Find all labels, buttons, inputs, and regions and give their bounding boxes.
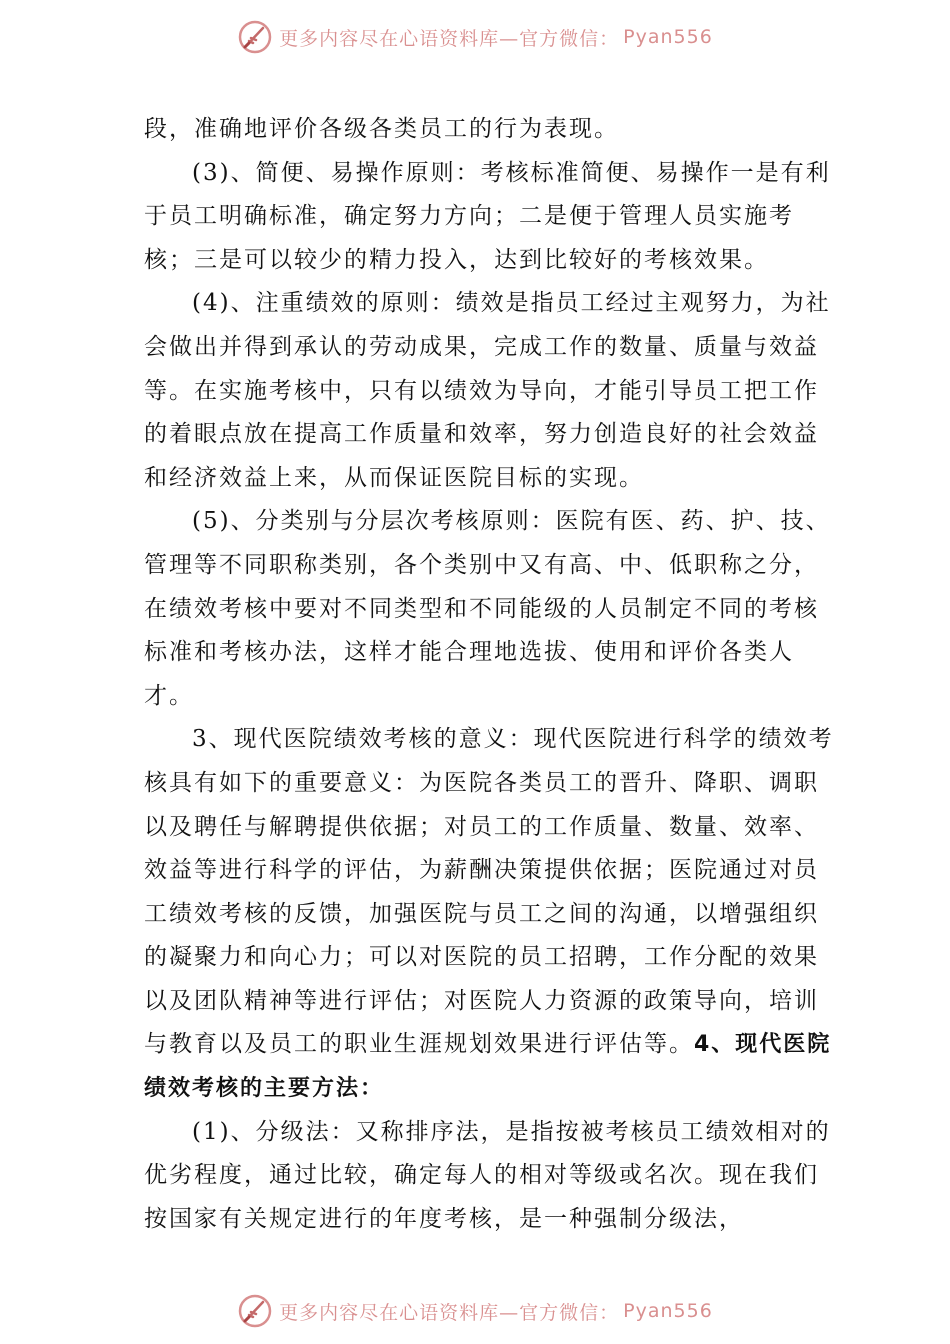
section-heading: 4、现代医院绩效考核的主要方法： xyxy=(144,1032,832,1102)
watermark-wechat-id: Pyan556 xyxy=(623,26,713,48)
document-body xyxy=(144,108,834,1241)
paragraph: (5)、分类别与分层次考核原则：医院有医、药、护、技、管理等不同职称类别，各个类别中又有高、中、低职称之分，在绩效考核中要对不同类型和不同能级的人员制定不同的考核标准和考核办法，这样才能合理地选拔、使用和评价各类人才。 xyxy=(144,508,831,709)
watermark-text: 更多内容尽在心语资料库—官方微信： xyxy=(279,27,620,50)
footer-watermark xyxy=(0,1288,950,1334)
feather-pen-icon xyxy=(237,1293,273,1329)
feather-pen-icon xyxy=(237,19,273,55)
watermark-text: 更多内容尽在心语资料库—官方微信： xyxy=(279,1301,620,1324)
paragraph-text: 3、现代医院绩效考核的意义：现代医院进行科学的绩效考核具有如下的重要意义：为医院各类员工的晋升、降职、调职以及聘任与解聘提供依据；对员工的工作质量、数量、效率、效益等进行科学的评估，为薪酬决策提供依据；医院通过对员工绩效考核的反馈，加强医院与员工之间的沟通，以增强组织的凝聚力和向心力；可以对医院的员工招聘，工作分配的效果以及团队精神等进行评估；对医院人力资源的政策导向，培训与教育以及员工的职业生涯规划效果进行评估等。 xyxy=(144,726,834,1058)
paragraph: 段，准确地评价各级各类员工的行为表现。 xyxy=(144,116,619,142)
paragraph: (1)、分级法：又称排序法，是指按被考核员工绩效相对的优劣程度，通过比较，确定每人的相对等级或名次。现在我们按国家有关规定进行的年度考核，是一种强制分级法， xyxy=(144,1118,831,1232)
header-watermark xyxy=(0,14,950,60)
watermark-wechat-id: Pyan556 xyxy=(623,1300,713,1322)
paragraph: (4)、注重绩效的原则：绩效是指员工经过主观努力，为社会做出并得到承认的劳动成果，完成工作的数量、质量与效益等。在实施考核中，只有以绩效为导向，才能引导员工把工作的着眼点放在提高工作质量和效率，努力创造良好的社会效益和经济效益上来，从而保证医院目标的实现。 xyxy=(144,290,831,491)
paragraph-with-heading xyxy=(144,718,834,1110)
paragraph: (3)、简便、易操作原则：考核标准简便、易操作一是有利于员工明确标准，确定努力方向；二是便于管理人员实施考核；三是可以较少的精力投入，达到比较好的考核效果。 xyxy=(144,159,831,273)
